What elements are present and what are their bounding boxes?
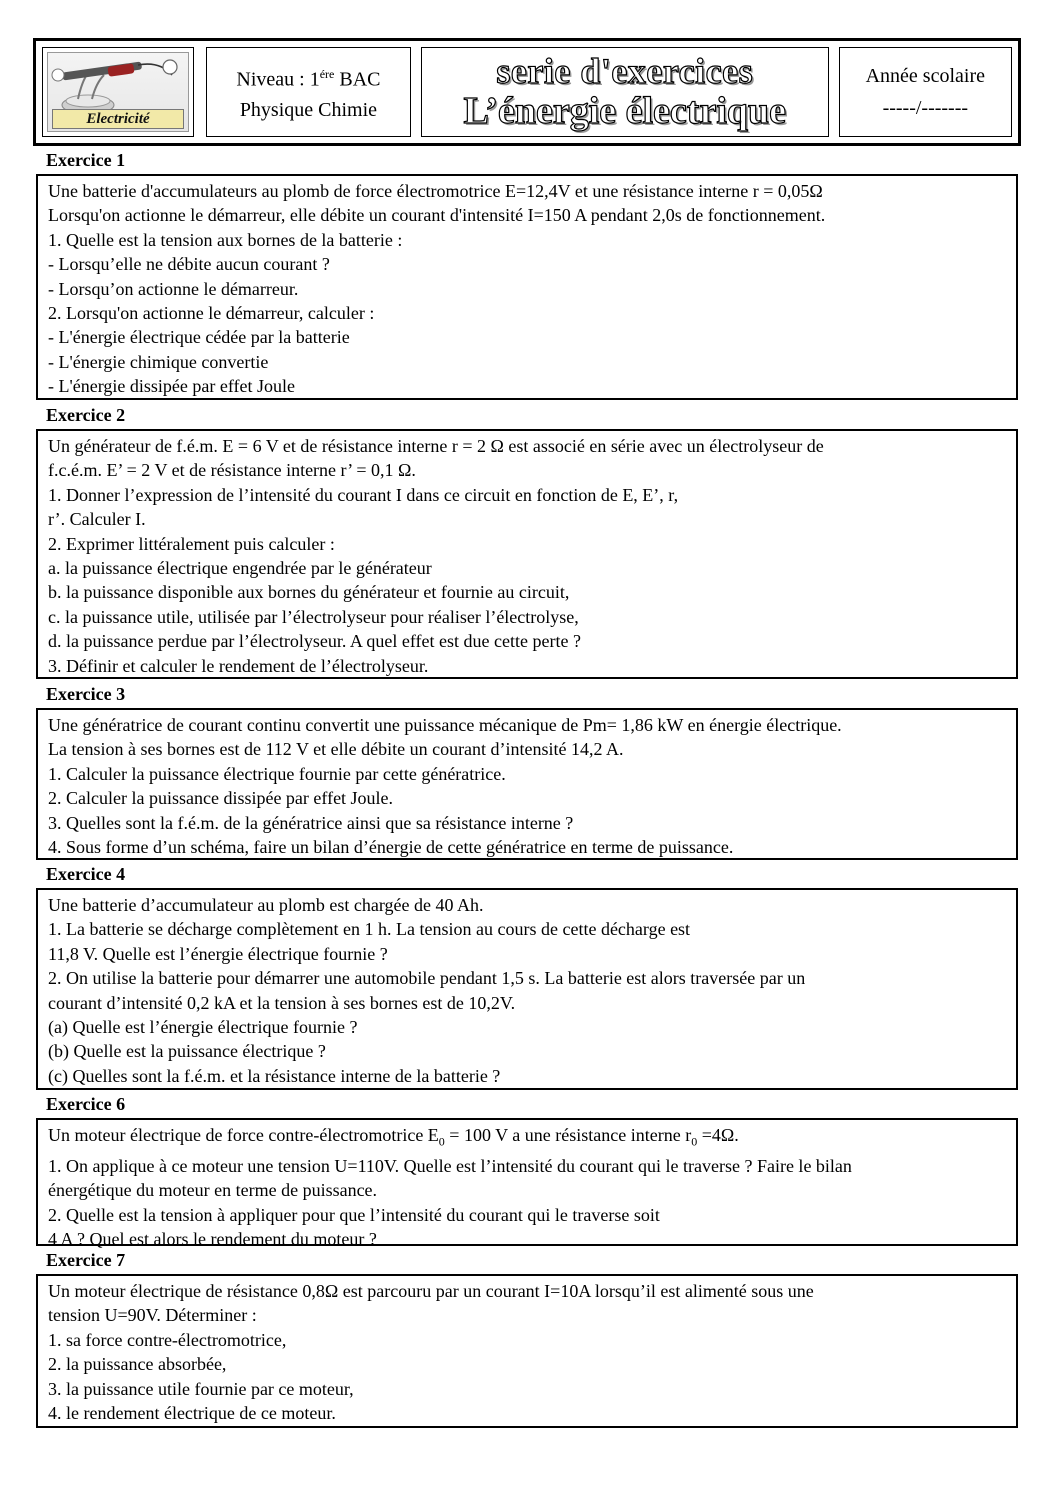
exercise-line: (b) Quelle est la puissance électrique ? <box>48 1041 326 1062</box>
exercise-line: - L'énergie dissipée par effet Joule <box>48 376 295 397</box>
exercise-line: (c) Quelles sont la f.é.m. et la résistance interne de la batterie ? <box>48 1065 501 1086</box>
exercise-line: 1. sa force contre-électromotrice, <box>48 1329 287 1350</box>
exercise-line: - Lorsqu’on actionne le démarreur. <box>48 278 299 299</box>
exercise-line: 2. Lorsqu'on actionne le démarreur, calculer : <box>48 303 375 324</box>
exercise-line: 3. Quelles sont la f.é.m. de la génératrice ainsi que sa résistance interne ? <box>48 812 574 833</box>
exercise-line: Lorsqu'on actionne le démarreur, elle débite un courant d'intensité I=150 A pendant 2,0s de fonctionnement. <box>48 205 826 226</box>
exercise-line: f.c.é.m. E’ = 2 V et de résistance interne r’ = 0,1 Ω. <box>48 460 416 481</box>
exercise-line: 1. Quelle est la tension aux bornes de la batterie : <box>48 229 403 250</box>
exercise-1-box <box>36 174 1018 400</box>
title-cell <box>421 47 829 137</box>
exercise-line: c. la puissance utile, utilisée par l’électrolyseur pour réaliser l’électrolyse, <box>48 606 579 627</box>
level-cell <box>206 47 411 137</box>
exercise-7-box <box>36 1274 1018 1428</box>
exercise-line: courant d’intensité 0,2 kA et la tension à ses bornes est de 10,2V. <box>48 992 516 1013</box>
school-year-cell <box>839 47 1012 137</box>
exercise-line: Un moteur électrique de résistance 0,8Ω est parcouru par un courant I=10A lorsqu’il est alimenté sous une <box>48 1281 814 1301</box>
exercise-line: 11,8 V. Quelle est l’énergie électrique fournie ? <box>48 943 388 964</box>
exercise-line: - Lorsqu’elle ne débite aucun courant ? <box>48 254 330 275</box>
subject-label: Physique Chimie <box>239 98 378 121</box>
exercise-line: - L'énergie chimique convertie <box>48 351 269 372</box>
exercise-3-title: Exercice 3 <box>46 684 126 704</box>
exercise-line: 2. Exprimer littéralement puis calculer : <box>48 533 335 554</box>
exercise-line: 4. le rendement électrique de ce moteur. <box>48 1403 336 1424</box>
exercise-7-title: Exercice 7 <box>46 1250 126 1270</box>
exercise-2-box <box>36 429 1018 679</box>
exercise-6-title: Exercice 6 <box>46 1094 126 1114</box>
exercise-6-box <box>36 1118 1018 1250</box>
exercise-line: Une batterie d'accumulateurs au plomb de force électromotrice E=12,4V et une résistance interne r = 0,05Ω <box>48 181 823 201</box>
school-year-label: Année scolaire <box>865 65 985 87</box>
exercise-line: 2. Quelle est la tension à appliquer pour que l’intensité du courant qui le traverse soit <box>48 1204 660 1225</box>
exercise-line: 1. Donner l’expression de l’intensité du courant I dans ce circuit en fonction de E, E’, r, <box>48 484 679 505</box>
exercise-line: 2. On utilise la batterie pour démarrer une automobile pendant 1,5 s. La batterie est alors traversée par un <box>48 968 806 989</box>
exercise-line: Une génératrice de courant continu convertit une puissance mécanique de Pm= 1,86 kW en énergie électrique. <box>48 715 842 735</box>
exercise-line: 1. On applique à ce moteur une tension U=110V. Quelle est l’intensité du courant qui le traverse ? Faire le bilan <box>48 1156 852 1176</box>
level-label: Niveau : $1^{ére}$ BAC <box>236 67 381 91</box>
logo-caption: Electricité <box>52 109 184 129</box>
exercise-line: énergétique du moteur en terme de puissance. <box>48 1180 378 1201</box>
exercise-line: 1. La batterie se décharge complètement en 1 h. La tension au cours de cette décharge est <box>48 919 691 940</box>
exercise-line: - L'énergie électrique cédée par la batterie <box>48 327 350 348</box>
exercise-line: d. la puissance perdue par l’électrolyseur. A quel effet est due cette perte ? <box>48 631 581 652</box>
exercise-line: La tension à ses bornes est de 112 V et elle débite un courant d’intensité 14,2 A. <box>48 739 624 760</box>
exercise-line: (a) Quelle est l’énergie électrique fournie ? <box>48 1017 358 1038</box>
exercise-line: b. la puissance disponible aux bornes du générateur et fournie au circuit, <box>48 582 570 603</box>
exercise-line: a. la puissance électrique engendrée par le générateur <box>48 558 432 579</box>
exercise-line: 4 A ? Quel est alors le rendement du moteur ? <box>48 1229 377 1250</box>
exercise-line: tension U=90V. Déterminer : <box>48 1305 257 1326</box>
exercise-line: 4. Sous forme d’un schéma, faire un bilan d’énergie de cette génératrice en terme de puissance. <box>48 837 734 858</box>
exercise-line: 2. Calculer la puissance dissipée par effet Joule. <box>48 788 394 809</box>
page-title-line1: serie d'exercices <box>496 51 754 91</box>
exercise-4-title: Exercice 4 <box>46 864 126 884</box>
exercise-line: 3. Définir et calculer le rendement de l’électrolyseur. <box>48 655 429 676</box>
exercise-2-title: Exercice 2 <box>46 405 126 425</box>
exercise-4-box <box>36 888 1018 1090</box>
exercise-line: r’. Calculer I. <box>48 509 146 530</box>
exercise-line: Un moteur électrique de force contre-électromotrice $E_0 = 100$ V a une résistance interne $r_0 =4\Omega$. <box>48 1125 739 1149</box>
exercise-line: 1. Calculer la puissance électrique fournie par cette génératrice. <box>48 763 506 784</box>
logo-cell <box>42 47 194 137</box>
exercise-line: 2. la puissance absorbée, <box>48 1354 227 1375</box>
exercise-1-title: Exercice 1 <box>46 150 126 170</box>
page-header <box>33 38 1021 146</box>
school-year-value: -----/------- <box>882 97 969 119</box>
exercise-line: Une batterie d’accumulateur au plomb est chargée de 40 Ah. <box>48 895 484 915</box>
electricity-logo <box>47 52 189 132</box>
page-title-line2: L’énergie électrique <box>463 90 787 132</box>
exercise-line: Un générateur de f.é.m. E = 6 V et de résistance interne r = 2 Ω est associé en série avec un électrolyseur de <box>48 436 824 456</box>
exercise-3-box <box>36 708 1018 860</box>
exercise-line: 3. la puissance utile fournie par ce moteur, <box>48 1378 354 1399</box>
